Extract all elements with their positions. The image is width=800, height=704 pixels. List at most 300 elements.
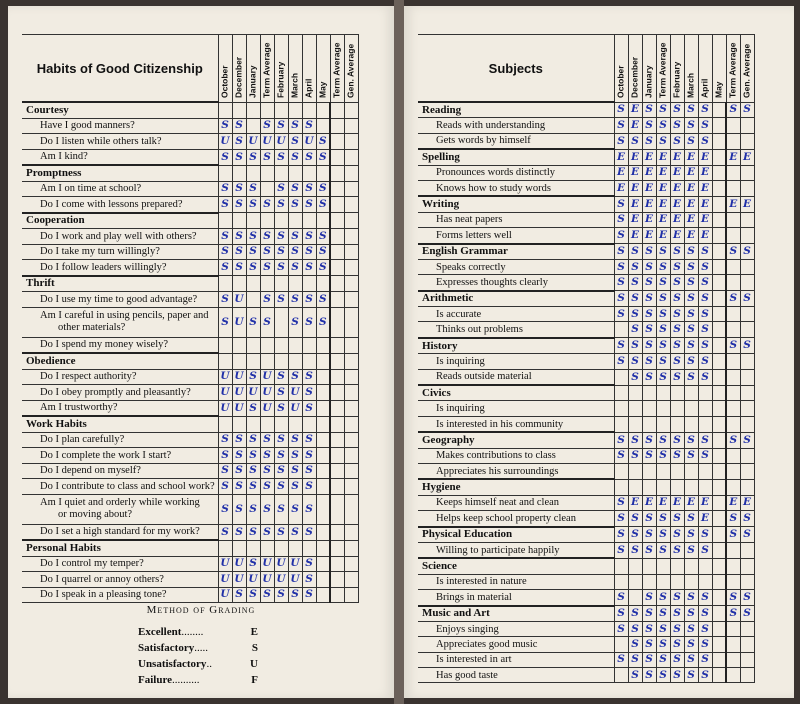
grade-cell: S xyxy=(670,369,684,385)
grade-cell: S xyxy=(740,102,754,118)
label-text: Geography xyxy=(422,433,475,446)
grade-cell xyxy=(740,652,754,667)
label-text: History xyxy=(422,339,458,352)
grade-cell: S xyxy=(628,307,642,322)
grade-cell: S xyxy=(260,229,274,245)
label-text: Willing to participate happily xyxy=(436,544,560,556)
grade-cell xyxy=(330,540,344,556)
grade-cell: S xyxy=(698,291,712,307)
section-row xyxy=(22,353,358,369)
grade-cell: S xyxy=(642,133,656,149)
leader-dots: ..... xyxy=(194,642,208,654)
grade-cell: U xyxy=(218,369,232,385)
grade-cell: S xyxy=(698,542,712,558)
grade-cell xyxy=(330,118,344,134)
grade-cell xyxy=(288,540,302,556)
grade-cell: S xyxy=(218,432,232,448)
grade-cell: S xyxy=(288,448,302,464)
grade-cell xyxy=(712,133,726,149)
label-text: Has good taste xyxy=(436,669,498,681)
grade-cell: S xyxy=(656,338,670,354)
grade-cell: S xyxy=(628,432,642,448)
grade-cell: S xyxy=(656,118,670,133)
grade-cell: S xyxy=(614,432,628,448)
grade-cell: S xyxy=(218,244,232,260)
grade-cell: E xyxy=(656,196,670,212)
grade-cell xyxy=(656,574,670,589)
grade-cell xyxy=(344,479,358,495)
grade-cell xyxy=(232,165,246,181)
grade-cell: E xyxy=(698,196,712,212)
grade-cell xyxy=(260,276,274,292)
grade-cell xyxy=(712,149,726,165)
item-row xyxy=(418,133,754,149)
label-text: Courtesy xyxy=(26,103,69,116)
grade-cell xyxy=(330,337,344,353)
grade-cell: S xyxy=(274,463,288,479)
grade-cell: S xyxy=(302,181,316,197)
grade-cell xyxy=(344,244,358,260)
grade-cell: S xyxy=(656,354,670,369)
grade-cell: S xyxy=(642,511,656,527)
grade-cell: S xyxy=(614,307,628,322)
grade-cell xyxy=(712,212,726,227)
grade-cell xyxy=(274,102,288,118)
grade-cell: S xyxy=(232,244,246,260)
item-label xyxy=(22,385,218,401)
grade-cell xyxy=(614,574,628,589)
label-text: Do I obey promptly and pleasantly? xyxy=(40,386,191,398)
grade-cell: S xyxy=(246,400,260,416)
leader-dots: .. xyxy=(206,658,212,670)
grade-cell xyxy=(628,574,642,589)
grade-cell: S xyxy=(614,212,628,227)
grade-cell: S xyxy=(684,637,698,652)
month-header xyxy=(670,35,684,103)
grade-cell: E xyxy=(698,212,712,227)
grade-cell xyxy=(740,574,754,589)
item-row xyxy=(418,652,754,667)
item-label xyxy=(22,494,218,524)
label-text: Is interested in nature xyxy=(436,576,527,588)
grade-cell: E xyxy=(670,165,684,180)
month-label: January xyxy=(247,64,258,98)
label-text: Physical Education xyxy=(422,528,513,541)
grade-cell xyxy=(344,337,358,353)
item-row xyxy=(418,574,754,589)
grade-cell xyxy=(670,385,684,401)
item-label xyxy=(418,448,614,463)
grade-cell: S xyxy=(726,511,740,527)
label-text: Is inquiring xyxy=(436,355,485,367)
grade-cell xyxy=(246,353,260,369)
grade-cell xyxy=(288,102,302,118)
grade-cell: S xyxy=(656,606,670,622)
grade-cell xyxy=(712,102,726,118)
grade-cell xyxy=(684,463,698,479)
grade-cell: S xyxy=(218,524,232,540)
grade-cell: S xyxy=(274,260,288,276)
item-row xyxy=(418,165,754,180)
label-text: Do I contribute to class and school work? xyxy=(40,480,215,492)
grade-cell: S xyxy=(316,197,330,213)
grade-cell xyxy=(670,416,684,432)
grade-cell xyxy=(726,416,740,432)
grade-cell: E xyxy=(684,495,698,510)
grade-cell xyxy=(316,416,330,432)
grade-cell: S xyxy=(698,102,712,118)
grade-cell xyxy=(740,180,754,196)
label-text: Do I spend my money wisely? xyxy=(40,339,169,351)
grade-cell: S xyxy=(642,448,656,463)
label-text: Do I work and play well with others? xyxy=(40,230,197,242)
grade-cell xyxy=(330,385,344,401)
grade-cell: S xyxy=(740,606,754,622)
grade-cell xyxy=(330,463,344,479)
grade-cell xyxy=(218,102,232,118)
grade-cell xyxy=(740,354,754,369)
item-row xyxy=(418,180,754,196)
grade-cell: S xyxy=(246,229,260,245)
grade-cell: S xyxy=(218,149,232,165)
label-text: Speaks correctly xyxy=(436,261,506,273)
label-continuation: other materials? xyxy=(58,322,126,333)
grade-cell xyxy=(642,479,656,495)
grade-cell: U xyxy=(232,369,246,385)
item-row xyxy=(418,369,754,385)
grade-cell: S xyxy=(684,354,698,369)
grade-cell: S xyxy=(656,307,670,322)
item-row xyxy=(22,385,358,401)
item-row xyxy=(418,495,754,510)
grade-cell: S xyxy=(232,448,246,464)
label-text: Music and Art xyxy=(422,607,490,620)
grade-cell: S xyxy=(670,244,684,260)
grade-cell: S xyxy=(740,291,754,307)
grade-cell xyxy=(614,637,628,652)
grade-cell xyxy=(232,416,246,432)
item-label xyxy=(418,590,614,606)
grade-cell: U xyxy=(260,400,274,416)
section-label xyxy=(22,540,218,556)
grade-cell: S xyxy=(642,637,656,652)
header-row xyxy=(22,35,358,103)
grade-cell: S xyxy=(302,432,316,448)
section-label xyxy=(418,291,614,307)
grade-cell: S xyxy=(288,369,302,385)
grade-cell: S xyxy=(288,463,302,479)
grade-cell: E xyxy=(628,165,642,180)
grade-cell: S xyxy=(260,149,274,165)
grade-cell: E xyxy=(656,212,670,227)
grade-cell: S xyxy=(642,338,656,354)
item-label xyxy=(22,149,218,165)
grade-cell xyxy=(316,369,330,385)
grade-cell xyxy=(642,385,656,401)
month-header xyxy=(740,35,754,103)
grade-cell: S xyxy=(656,432,670,448)
item-row xyxy=(22,134,358,150)
item-row xyxy=(22,197,358,213)
item-row xyxy=(418,354,754,369)
label-text: Do I listen while others talk? xyxy=(40,135,162,147)
item-row xyxy=(22,181,358,197)
item-label xyxy=(22,369,218,385)
item-label xyxy=(418,652,614,667)
grade-cell: S xyxy=(670,542,684,558)
grade-cell: S xyxy=(670,432,684,448)
section-label xyxy=(418,432,614,448)
item-label xyxy=(22,260,218,276)
grade-cell: S xyxy=(232,229,246,245)
grade-cell: S xyxy=(302,556,316,572)
section-row xyxy=(418,196,754,212)
grade-cell xyxy=(740,416,754,432)
grade-cell: S xyxy=(260,494,274,524)
grade-cell: S xyxy=(726,244,740,260)
item-row xyxy=(418,511,754,527)
grade-cell: S xyxy=(670,307,684,322)
grade-cell: S xyxy=(316,260,330,276)
grade-cell: S xyxy=(614,542,628,558)
grade-cell xyxy=(726,558,740,574)
grade-cell: S xyxy=(656,259,670,274)
month-label: October xyxy=(219,64,230,98)
grade-cell xyxy=(218,540,232,556)
grade-cell: S xyxy=(698,590,712,606)
grade-cell xyxy=(712,621,726,636)
item-label xyxy=(418,416,614,432)
grade-cell xyxy=(614,322,628,338)
grade-cell: S xyxy=(246,494,260,524)
grade-cell: E xyxy=(684,228,698,244)
grade-cell: S xyxy=(274,400,288,416)
grade-cell xyxy=(316,587,330,603)
grade-cell xyxy=(316,118,330,134)
grade-cell xyxy=(288,337,302,353)
grade-cell: S xyxy=(288,524,302,540)
grade-cell: S xyxy=(698,118,712,133)
grade-cell xyxy=(740,637,754,652)
grade-cell: S xyxy=(670,448,684,463)
item-label xyxy=(418,369,614,385)
grade-cell xyxy=(740,401,754,416)
month-header xyxy=(712,35,726,103)
month-header xyxy=(274,35,288,103)
grade-cell xyxy=(712,558,726,574)
grade-cell xyxy=(740,165,754,180)
section-label xyxy=(22,276,218,292)
grade-cell xyxy=(684,574,698,589)
grade-cell xyxy=(712,479,726,495)
section-label xyxy=(418,479,614,495)
grade-cell: S xyxy=(698,527,712,543)
section-label xyxy=(418,244,614,260)
grade-cell xyxy=(740,118,754,133)
grade-cell: S xyxy=(302,292,316,308)
grade-name: Satisfactory xyxy=(138,642,195,654)
grade-cell xyxy=(656,463,670,479)
grade-cell: S xyxy=(288,260,302,276)
grade-cell: E xyxy=(656,228,670,244)
grade-cell xyxy=(344,149,358,165)
grade-cell xyxy=(330,524,344,540)
grade-cell: S xyxy=(302,197,316,213)
grade-cell: S xyxy=(684,307,698,322)
grade-cell xyxy=(302,540,316,556)
label-text: Writing xyxy=(422,198,460,211)
grade-cell: U xyxy=(232,307,246,337)
grade-cell xyxy=(344,229,358,245)
section-row xyxy=(22,416,358,432)
grade-cell: S xyxy=(670,606,684,622)
grade-cell: E xyxy=(698,228,712,244)
grade-cell: S xyxy=(698,338,712,354)
grade-cell xyxy=(330,432,344,448)
grade-cell xyxy=(302,276,316,292)
month-header xyxy=(246,35,260,103)
grade-cell xyxy=(260,337,274,353)
grade-cell: S xyxy=(698,133,712,149)
month-label: May xyxy=(317,80,328,98)
item-label xyxy=(418,354,614,369)
grade-cell: S xyxy=(218,307,232,337)
grade-cell xyxy=(344,463,358,479)
grading-legend xyxy=(138,624,258,688)
grade-cell xyxy=(684,558,698,574)
grade-cell: E xyxy=(656,180,670,196)
grade-cell xyxy=(726,118,740,133)
grade-cell: S xyxy=(260,118,274,134)
grade-cell: S xyxy=(656,527,670,543)
grade-cell xyxy=(712,118,726,133)
item-label xyxy=(22,292,218,308)
legend-row xyxy=(138,640,258,656)
grade-cell: S xyxy=(302,307,316,337)
grade-cell xyxy=(344,385,358,401)
grade-cell: U xyxy=(218,385,232,401)
grade-cell: S xyxy=(232,260,246,276)
grade-cell: S xyxy=(274,369,288,385)
grade-cell: S xyxy=(260,432,274,448)
grade-cell: S xyxy=(656,668,670,683)
grade-cell: S xyxy=(698,652,712,667)
grade-cell xyxy=(726,668,740,683)
grade-cell: E xyxy=(698,180,712,196)
grade-cell: U xyxy=(288,572,302,588)
grade-cell: U xyxy=(260,134,274,150)
label-text: Helps keep school property clean xyxy=(436,512,576,524)
grade-cell: S xyxy=(316,134,330,150)
grade-cell: E xyxy=(628,180,642,196)
grade-cell: E xyxy=(628,196,642,212)
grade-cell: S xyxy=(670,652,684,667)
grade-cell: S xyxy=(246,448,260,464)
grade-cell xyxy=(330,292,344,308)
grade-cell: E xyxy=(684,180,698,196)
grade-cell: S xyxy=(628,259,642,274)
grade-cell: S xyxy=(246,260,260,276)
grade-cell xyxy=(698,416,712,432)
section-label xyxy=(22,353,218,369)
month-header xyxy=(344,35,358,103)
grade-cell xyxy=(740,542,754,558)
item-label xyxy=(22,337,218,353)
label-text: Do I use my time to good advantage? xyxy=(40,293,198,305)
grade-cell: S xyxy=(684,590,698,606)
grade-cell: S xyxy=(698,637,712,652)
label-text: Enjoys singing xyxy=(436,623,499,635)
grade-cell xyxy=(316,572,330,588)
grade-cell xyxy=(344,524,358,540)
grade-cell: S xyxy=(302,448,316,464)
item-label xyxy=(22,134,218,150)
grade-cell: S xyxy=(726,102,740,118)
grade-cell xyxy=(712,574,726,589)
grade-cell: S xyxy=(232,479,246,495)
grade-cell: S xyxy=(614,354,628,369)
grade-cell: S xyxy=(698,354,712,369)
grade-cell: S xyxy=(218,292,232,308)
grade-cell xyxy=(344,540,358,556)
grade-cell: S xyxy=(274,181,288,197)
legend-row xyxy=(138,656,258,672)
item-row xyxy=(418,448,754,463)
item-label xyxy=(418,307,614,322)
grade-cell xyxy=(316,524,330,540)
grade-cell: S xyxy=(218,448,232,464)
grade-cell: S xyxy=(740,432,754,448)
grade-cell: U xyxy=(232,556,246,572)
grade-cell xyxy=(670,574,684,589)
grade-cell xyxy=(274,353,288,369)
grade-cell xyxy=(344,276,358,292)
grade-cell xyxy=(726,212,740,227)
grade-cell: E xyxy=(726,495,740,510)
grade-cell: S xyxy=(656,291,670,307)
label-text: Do I speak in a pleasing tone? xyxy=(40,589,167,601)
label-text: Has neat papers xyxy=(436,214,503,226)
label-text: Obedience xyxy=(26,354,76,367)
grade-cell: E xyxy=(642,495,656,510)
grade-cell xyxy=(260,540,274,556)
grade-cell xyxy=(274,307,288,337)
grade-cell: S xyxy=(246,556,260,572)
item-row xyxy=(418,621,754,636)
grade-cell: S xyxy=(628,542,642,558)
grade-cell xyxy=(344,556,358,572)
grade-cell: S xyxy=(288,181,302,197)
grade-cell: S xyxy=(656,369,670,385)
grade-cell: S xyxy=(726,432,740,448)
grade-cell xyxy=(302,165,316,181)
grade-cell: S xyxy=(288,149,302,165)
grade-cell: S xyxy=(726,590,740,606)
grade-cell xyxy=(330,448,344,464)
month-header xyxy=(302,35,316,103)
grade-cell: S xyxy=(642,275,656,291)
table-title: Subjects xyxy=(418,35,614,103)
grade-cell xyxy=(288,353,302,369)
grade-cell: S xyxy=(628,354,642,369)
grade-cell: E xyxy=(614,165,628,180)
grade-cell: S xyxy=(232,432,246,448)
grade-cell: S xyxy=(302,400,316,416)
label-text: Do I depend on myself? xyxy=(40,465,141,477)
grade-cell: S xyxy=(260,244,274,260)
grade-cell: S xyxy=(670,637,684,652)
month-label: Term Average xyxy=(261,42,272,98)
